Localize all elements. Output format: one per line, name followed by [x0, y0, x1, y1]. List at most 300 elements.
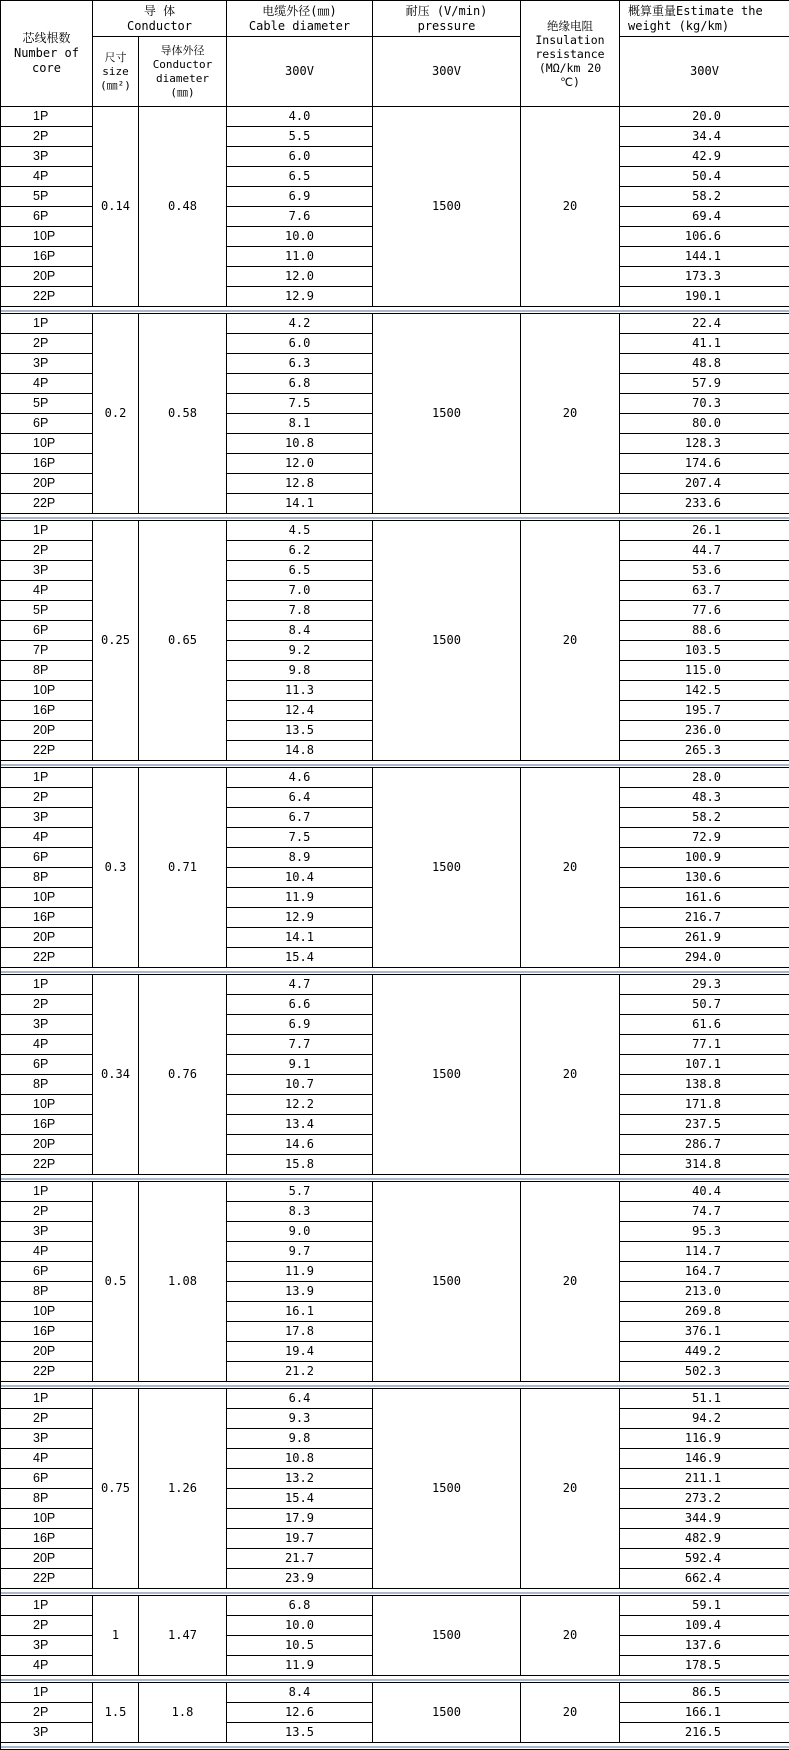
weight-cell: 80.0 — [620, 414, 789, 434]
group-separator — [1, 1589, 789, 1596]
cable-diameter-cell: 13.2 — [227, 1469, 373, 1489]
cable-diameter-cell: 12.0 — [227, 454, 373, 474]
cable-diameter-cell: 6.5 — [227, 167, 373, 187]
cable-diameter-cell: 12.8 — [227, 474, 373, 494]
separator-band — [1, 1743, 789, 1750]
core-count-cell: 3P — [1, 1015, 93, 1035]
conductor-diameter-cell: 0.71 — [139, 768, 227, 968]
weight-cell: 265.3 — [620, 741, 789, 761]
separator-band — [1, 968, 789, 975]
core-count-cell: 10P — [1, 888, 93, 908]
table-row — [1, 1182, 789, 1202]
weight-cell: 138.8 — [620, 1075, 789, 1095]
separator-line — [1, 1746, 789, 1748]
core-count-cell: 3P — [1, 354, 93, 374]
core-count-cell: 6P — [1, 207, 93, 227]
pressure-cell: 1500 — [373, 1182, 521, 1382]
core-count-cell: 3P — [1, 1723, 93, 1743]
weight-cell: 70.3 — [620, 394, 789, 414]
weight-voltage: 300V — [620, 37, 789, 107]
cable-diameter-cell: 11.0 — [227, 247, 373, 267]
weight-cell: 103.5 — [620, 641, 789, 661]
separator-band — [1, 1676, 789, 1683]
weight-cell: 344.9 — [620, 1509, 789, 1529]
cable-diameter-cell: 6.9 — [227, 187, 373, 207]
weight-cell: 178.5 — [620, 1656, 789, 1676]
core-count-cell: 2P — [1, 1409, 93, 1429]
cable-diameter-cell: 13.9 — [227, 1282, 373, 1302]
core-count-cell: 16P — [1, 701, 93, 721]
cable-diameter-cell: 9.1 — [227, 1055, 373, 1075]
cable-diameter-cell: 8.1 — [227, 414, 373, 434]
conductor-diameter-cell: 0.48 — [139, 107, 227, 307]
core-count-cell: 6P — [1, 414, 93, 434]
pressure-cell: 1500 — [373, 521, 521, 761]
weight-cell: 61.6 — [620, 1015, 789, 1035]
core-count-cell: 16P — [1, 908, 93, 928]
size-cell: 0.3 — [93, 768, 139, 968]
weight-cell: 34.4 — [620, 127, 789, 147]
table-row — [1, 768, 789, 788]
core-count-cell: 20P — [1, 267, 93, 287]
weight-cell: 77.6 — [620, 601, 789, 621]
cable-diameter-cell: 12.6 — [227, 1703, 373, 1723]
core-count-cell: 4P — [1, 581, 93, 601]
weight-cell: 482.9 — [620, 1529, 789, 1549]
cable-diameter-cell: 4.6 — [227, 768, 373, 788]
core-count-cell: 2P — [1, 788, 93, 808]
conductor-diameter-cell: 1.8 — [139, 1683, 227, 1743]
core-count-cell: 16P — [1, 454, 93, 474]
core-count-cell: 10P — [1, 1095, 93, 1115]
group-separator — [1, 968, 789, 975]
table-body — [1, 107, 789, 1750]
weight-cell: 44.7 — [620, 541, 789, 561]
weight-cell: 161.6 — [620, 888, 789, 908]
insulation-cell: 20 — [521, 1182, 620, 1382]
core-count-cell: 3P — [1, 147, 93, 167]
weight-cell: 662.4 — [620, 1569, 789, 1589]
cable-diameter-cell: 6.0 — [227, 147, 373, 167]
separator-band — [1, 761, 789, 768]
cable-diameter-cell: 15.4 — [227, 1489, 373, 1509]
separator-line — [1, 971, 789, 973]
weight-cell: 207.4 — [620, 474, 789, 494]
core-count-cell: 8P — [1, 1075, 93, 1095]
cable-diameter-cell: 10.0 — [227, 1616, 373, 1636]
core-count-cell: 6P — [1, 1262, 93, 1282]
weight-cell: 146.9 — [620, 1449, 789, 1469]
size-cell: 0.2 — [93, 314, 139, 514]
table-row — [1, 521, 789, 541]
weight-cell: 41.1 — [620, 334, 789, 354]
core-count-cell: 2P — [1, 1202, 93, 1222]
weight-cell: 166.1 — [620, 1703, 789, 1723]
table-row — [1, 1389, 789, 1409]
separator-line — [1, 1679, 789, 1681]
core-count-cell: 22P — [1, 948, 93, 968]
core-count-cell: 4P — [1, 828, 93, 848]
weight-cell: 144.1 — [620, 247, 789, 267]
cable-diameter-cell: 6.4 — [227, 1389, 373, 1409]
separator-band — [1, 1589, 789, 1596]
cable-diameter-cell: 17.8 — [227, 1322, 373, 1342]
weight-cell: 95.3 — [620, 1222, 789, 1242]
size-cell: 0.75 — [93, 1389, 139, 1589]
cable-diameter-cell: 13.5 — [227, 721, 373, 741]
core-count-cell: 20P — [1, 721, 93, 741]
cable-diameter-cell: 21.2 — [227, 1362, 373, 1382]
core-count-cell: 3P — [1, 1429, 93, 1449]
weight-cell: 171.8 — [620, 1095, 789, 1115]
cable-diameter-cell: 6.9 — [227, 1015, 373, 1035]
core-count-cell: 16P — [1, 1529, 93, 1549]
core-count-cell: 6P — [1, 1055, 93, 1075]
cable-diameter-cell: 8.3 — [227, 1202, 373, 1222]
cable-diameter-cell: 6.5 — [227, 561, 373, 581]
core-count-cell: 20P — [1, 1342, 93, 1362]
cable-diameter-cell: 4.0 — [227, 107, 373, 127]
weight-cell: 48.8 — [620, 354, 789, 374]
weight-cell: 211.1 — [620, 1469, 789, 1489]
weight-cell: 216.5 — [620, 1723, 789, 1743]
cable-diameter-cell: 19.4 — [227, 1342, 373, 1362]
cable-diameter-cell: 10.0 — [227, 227, 373, 247]
weight-cell: 48.3 — [620, 788, 789, 808]
cable-diameter-cell: 9.2 — [227, 641, 373, 661]
weight-cell: 314.8 — [620, 1155, 789, 1175]
weight-cell: 77.1 — [620, 1035, 789, 1055]
insulation-cell: 20 — [521, 1596, 620, 1676]
core-count-cell: 8P — [1, 661, 93, 681]
core-count-cell: 1P — [1, 314, 93, 334]
insulation-cell: 20 — [521, 1683, 620, 1743]
insulation-cell: 20 — [521, 975, 620, 1175]
cable-diameter-cell: 11.9 — [227, 1656, 373, 1676]
cable-diameter-header: 电缆外径(㎜) Cable diameter — [227, 1, 373, 37]
cable-diameter-cell: 15.8 — [227, 1155, 373, 1175]
core-count-cell: 20P — [1, 1135, 93, 1155]
weight-cell: 107.1 — [620, 1055, 789, 1075]
weight-cell: 28.0 — [620, 768, 789, 788]
insulation-cell: 20 — [521, 521, 620, 761]
conductor-diameter-cell: 0.65 — [139, 521, 227, 761]
table-row — [1, 1683, 789, 1703]
weight-cell: 273.2 — [620, 1489, 789, 1509]
weight-cell: 86.5 — [620, 1683, 789, 1703]
core-count-cell: 1P — [1, 1596, 93, 1616]
insulation-cell: 20 — [521, 1389, 620, 1589]
cable-diameter-cell: 7.5 — [227, 828, 373, 848]
cable-diameter-cell: 6.4 — [227, 788, 373, 808]
pressure-cell: 1500 — [373, 107, 521, 307]
weight-cell: 261.9 — [620, 928, 789, 948]
size-cell: 0.5 — [93, 1182, 139, 1382]
core-count-cell: 16P — [1, 1115, 93, 1135]
core-count-cell: 4P — [1, 374, 93, 394]
weight-cell: 109.4 — [620, 1616, 789, 1636]
core-count-cell: 22P — [1, 1569, 93, 1589]
weight-cell: 51.1 — [620, 1389, 789, 1409]
weight-cell: 376.1 — [620, 1322, 789, 1342]
core-count-cell: 4P — [1, 1449, 93, 1469]
weight-cell: 502.3 — [620, 1362, 789, 1382]
core-count-cell: 1P — [1, 107, 93, 127]
cable-diameter-cell: 15.4 — [227, 948, 373, 968]
core-count-cell: 22P — [1, 1362, 93, 1382]
pressure-voltage: 300V — [373, 37, 521, 107]
conductor-diameter-cell: 1.08 — [139, 1182, 227, 1382]
core-count-cell: 6P — [1, 1469, 93, 1489]
core-count-cell: 16P — [1, 1322, 93, 1342]
core-count-cell: 7P — [1, 641, 93, 661]
cable-diameter-cell: 13.5 — [227, 1723, 373, 1743]
cable-diameter-cell: 23.9 — [227, 1569, 373, 1589]
core-count-cell: 5P — [1, 601, 93, 621]
weight-cell: 294.0 — [620, 948, 789, 968]
cable-diameter-cell: 7.8 — [227, 601, 373, 621]
weight-cell: 50.7 — [620, 995, 789, 1015]
weight-cell: 233.6 — [620, 494, 789, 514]
weight-cell: 115.0 — [620, 661, 789, 681]
separator-band — [1, 514, 789, 521]
separator-band — [1, 307, 789, 314]
size-cell: 0.25 — [93, 521, 139, 761]
weight-cell: 164.7 — [620, 1262, 789, 1282]
cable-diameter-cell: 10.7 — [227, 1075, 373, 1095]
cable-diameter-cell: 10.5 — [227, 1636, 373, 1656]
cable-diameter-cell: 10.8 — [227, 434, 373, 454]
group-separator — [1, 1743, 789, 1750]
cable-diameter-cell: 14.1 — [227, 928, 373, 948]
cable-diameter-cell: 4.7 — [227, 975, 373, 995]
weight-cell: 142.5 — [620, 681, 789, 701]
weight-cell: 94.2 — [620, 1409, 789, 1429]
weight-cell: 216.7 — [620, 908, 789, 928]
weight-cell: 26.1 — [620, 521, 789, 541]
cable-diameter-cell: 12.9 — [227, 287, 373, 307]
cable-diameter-cell: 6.0 — [227, 334, 373, 354]
core-count-cell: 10P — [1, 434, 93, 454]
size-cell: 1.5 — [93, 1683, 139, 1743]
cable-diameter-cell: 14.8 — [227, 741, 373, 761]
core-count-cell: 10P — [1, 1509, 93, 1529]
weight-cell: 286.7 — [620, 1135, 789, 1155]
core-count-cell: 8P — [1, 1489, 93, 1509]
insulation-header: 绝缘电阻 Insulation resistance (MΩ/km 20 ℃) — [521, 1, 620, 107]
weight-cell: 237.5 — [620, 1115, 789, 1135]
size-cell: 1 — [93, 1596, 139, 1676]
weight-cell: 57.9 — [620, 374, 789, 394]
weight-cell: 236.0 — [620, 721, 789, 741]
weight-header: 概算重量Estimate the weight (kg/km) — [620, 1, 789, 37]
group-separator — [1, 307, 789, 314]
cable-diameter-cell: 8.9 — [227, 848, 373, 868]
cable-diameter-cell: 12.0 — [227, 267, 373, 287]
core-count-cell: 2P — [1, 995, 93, 1015]
core-count-cell: 1P — [1, 768, 93, 788]
core-count-cell: 2P — [1, 127, 93, 147]
core-count-cell: 1P — [1, 521, 93, 541]
cable-diameter-cell: 11.3 — [227, 681, 373, 701]
cable-diameter-cell: 10.4 — [227, 868, 373, 888]
weight-cell: 449.2 — [620, 1342, 789, 1362]
weight-cell: 40.4 — [620, 1182, 789, 1202]
cable-diameter-cell: 4.5 — [227, 521, 373, 541]
weight-cell: 116.9 — [620, 1429, 789, 1449]
cable-diameter-cell: 21.7 — [227, 1549, 373, 1569]
cable-diameter-cell: 16.1 — [227, 1302, 373, 1322]
cable-diameter-cell: 9.7 — [227, 1242, 373, 1262]
size-header: 尺寸 size (㎜²) — [93, 37, 139, 107]
cable-diameter-cell: 17.9 — [227, 1509, 373, 1529]
core-count-cell: 6P — [1, 848, 93, 868]
conductor-header: 导 体 Conductor — [93, 1, 227, 37]
cable-diameter-cell: 4.2 — [227, 314, 373, 334]
core-count-cell: 10P — [1, 681, 93, 701]
size-cell: 0.14 — [93, 107, 139, 307]
core-count-cell: 4P — [1, 1242, 93, 1262]
cable-diameter-cell: 7.0 — [227, 581, 373, 601]
weight-cell: 174.6 — [620, 454, 789, 474]
weight-cell: 106.6 — [620, 227, 789, 247]
core-count-cell: 3P — [1, 1222, 93, 1242]
pressure-cell: 1500 — [373, 1389, 521, 1589]
cable-diameter-cell: 6.8 — [227, 1596, 373, 1616]
weight-cell: 58.2 — [620, 187, 789, 207]
core-count-cell: 10P — [1, 1302, 93, 1322]
core-count-cell: 5P — [1, 394, 93, 414]
pressure-cell: 1500 — [373, 1683, 521, 1743]
cable-diameter-cell: 14.1 — [227, 494, 373, 514]
weight-cell: 190.1 — [620, 287, 789, 307]
weight-cell: 22.4 — [620, 314, 789, 334]
cable-diameter-cell: 7.6 — [227, 207, 373, 227]
cable-diameter-voltage: 300V — [227, 37, 373, 107]
separator-line — [1, 764, 789, 766]
weight-cell: 173.3 — [620, 267, 789, 287]
weight-cell: 130.6 — [620, 868, 789, 888]
weight-cell: 114.7 — [620, 1242, 789, 1262]
conductor-diameter-cell: 1.26 — [139, 1389, 227, 1589]
cable-diameter-cell: 6.2 — [227, 541, 373, 561]
weight-cell: 59.1 — [620, 1596, 789, 1616]
group-separator — [1, 761, 789, 768]
core-count-cell: 2P — [1, 1616, 93, 1636]
weight-cell: 72.9 — [620, 828, 789, 848]
pressure-header: 耐压 (V/min) pressure — [373, 1, 521, 37]
core-count-cell: 4P — [1, 167, 93, 187]
weight-cell: 29.3 — [620, 975, 789, 995]
core-count-cell: 10P — [1, 227, 93, 247]
weight-cell: 100.9 — [620, 848, 789, 868]
table-row — [1, 107, 789, 127]
group-separator — [1, 1175, 789, 1182]
conductor-diameter-cell: 0.76 — [139, 975, 227, 1175]
cable-diameter-cell: 7.5 — [227, 394, 373, 414]
separator-line — [1, 1385, 789, 1387]
table-row — [1, 975, 789, 995]
weight-cell: 269.8 — [620, 1302, 789, 1322]
group-separator — [1, 1676, 789, 1683]
core-count-cell: 1P — [1, 1182, 93, 1202]
weight-cell: 88.6 — [620, 621, 789, 641]
core-count-header: 芯线根数 Number of core — [1, 1, 93, 107]
cable-diameter-cell: 6.3 — [227, 354, 373, 374]
core-count-cell: 3P — [1, 561, 93, 581]
table-row — [1, 1596, 789, 1616]
weight-cell: 195.7 — [620, 701, 789, 721]
insulation-cell: 20 — [521, 768, 620, 968]
pressure-cell: 1500 — [373, 314, 521, 514]
core-count-cell: 8P — [1, 1282, 93, 1302]
group-separator — [1, 514, 789, 521]
core-count-cell: 4P — [1, 1035, 93, 1055]
separator-band — [1, 1175, 789, 1182]
cable-diameter-cell: 13.4 — [227, 1115, 373, 1135]
pressure-cell: 1500 — [373, 1596, 521, 1676]
weight-cell: 58.2 — [620, 808, 789, 828]
weight-cell: 42.9 — [620, 147, 789, 167]
cable-diameter-cell: 6.8 — [227, 374, 373, 394]
weight-cell: 63.7 — [620, 581, 789, 601]
weight-cell: 53.6 — [620, 561, 789, 581]
separator-line — [1, 1178, 789, 1180]
table-header — [1, 1, 789, 107]
table-row — [1, 314, 789, 334]
cable-diameter-cell: 8.4 — [227, 621, 373, 641]
cable-diameter-cell: 7.7 — [227, 1035, 373, 1055]
core-count-cell: 3P — [1, 1636, 93, 1656]
cable-diameter-cell: 12.9 — [227, 908, 373, 928]
weight-cell: 137.6 — [620, 1636, 789, 1656]
insulation-cell: 20 — [521, 314, 620, 514]
core-count-cell: 1P — [1, 1683, 93, 1703]
cable-diameter-cell: 9.8 — [227, 661, 373, 681]
core-count-cell: 1P — [1, 1389, 93, 1409]
core-count-cell: 22P — [1, 741, 93, 761]
pressure-cell: 1500 — [373, 975, 521, 1175]
core-count-cell: 22P — [1, 494, 93, 514]
cable-diameter-cell: 6.7 — [227, 808, 373, 828]
conductor-diameter-cell: 0.58 — [139, 314, 227, 514]
cable-diameter-cell: 12.2 — [227, 1095, 373, 1115]
cable-diameter-cell: 9.8 — [227, 1429, 373, 1449]
weight-cell: 74.7 — [620, 1202, 789, 1222]
cable-diameter-cell: 12.4 — [227, 701, 373, 721]
cable-diameter-cell: 14.6 — [227, 1135, 373, 1155]
insulation-cell: 20 — [521, 107, 620, 307]
weight-cell: 69.4 — [620, 207, 789, 227]
separator-line — [1, 310, 789, 312]
group-separator — [1, 1382, 789, 1389]
cable-diameter-cell: 11.9 — [227, 1262, 373, 1282]
pressure-cell: 1500 — [373, 768, 521, 968]
core-count-cell: 8P — [1, 868, 93, 888]
weight-cell: 50.4 — [620, 167, 789, 187]
core-count-cell: 2P — [1, 334, 93, 354]
core-count-cell: 22P — [1, 287, 93, 307]
core-count-cell: 20P — [1, 474, 93, 494]
cable-diameter-cell: 6.6 — [227, 995, 373, 1015]
cable-diameter-cell: 5.5 — [227, 127, 373, 147]
core-count-cell: 1P — [1, 975, 93, 995]
cable-diameter-cell: 11.9 — [227, 888, 373, 908]
separator-band — [1, 1382, 789, 1389]
cable-diameter-cell: 9.0 — [227, 1222, 373, 1242]
core-count-cell: 6P — [1, 621, 93, 641]
core-count-cell: 5P — [1, 187, 93, 207]
